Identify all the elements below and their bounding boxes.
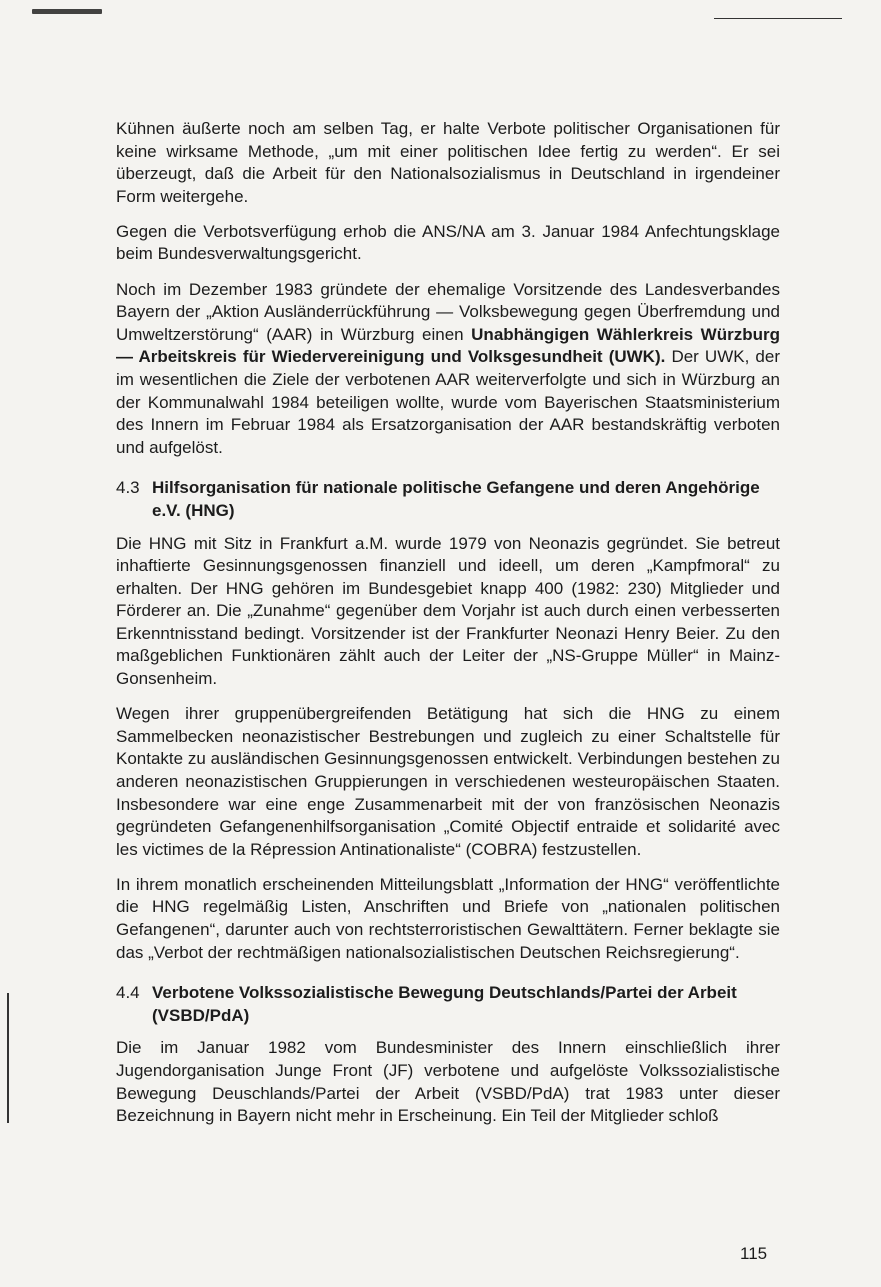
paragraph-vsbd-1: Die im Januar 1982 vom Bundesminister des Innern einschließlich ihrer Jugendorganisation Junge Front (JF) verbotene und aufgelöste Volkssozialistische Bewegung Deuschlands/Partei der Arbeit (VSBD/PdA) trat 1983 unter dieser Bezeichnung in Bayern nicht mehr in Erscheinung. Ein Teil der Mitglieder schloß xyxy=(116,1038,780,1126)
uwk-text-before: Noch im Dezember 1983 gründete der ehemalige Vorsitzende des Landesverbandes Bayern der „Aktion Ausländerrückführung — Volksbewegung gegen Überfremdung und Umweltzerstörung“ (AAR) in Würzburg einen xyxy=(116,279,780,344)
section-number: 4.4 xyxy=(116,983,140,1003)
section-title: Hilfsorganisation für nationale politische Gefangene und deren Angehörige e.V. (HNG) xyxy=(152,478,760,520)
scan-artifact-top-left xyxy=(32,9,102,14)
paragraph-kuehnen: Kühnen äußerte noch am selben Tag, er halte Verbote politischer Organisationen für keine wirksame Methode, „um mit einer politischen Idee fertig zu werden“. Er sei überzeugt, daß die Arbeit für den Nationalsozialismus in Deutschland in irgendeiner Form weitergehe. xyxy=(116,119,780,206)
uwk-bold-name: Unabhängigen Wählerkreis Würzburg — Arbeitskreis für Wiedervereinigung und Volksgesundheit (UWK). xyxy=(116,324,780,367)
paragraph-anfechtungsklage: Gegen die Verbotsverfügung erhob die ANS/NA am 3. Januar 1984 Anfechtungsklage beim Bundesverwaltungsgericht. xyxy=(116,221,780,264)
section-number: 4.3 xyxy=(116,478,140,498)
paragraph-hng-1: Die HNG mit Sitz in Frankfurt a.M. wurde 1979 von Neonazis gegründet. Sie betreut inhaftierte Gesinnungsgenossen finanziell und ideell, um deren „Kampfmoral“ zu erhalten. Der HNG gehören im Bundesgebiet knapp 400 (1982: 230) Mitglieder und Förderer an. Die „Zunahme“ gegenüber dem Vorjahr ist auch durch einen verbesserten Erkenntnisstand bedingt. Vorsitzender ist der Frankfurter Neonazi Henry Beier. Zu den maßgeblichen Funktionären zählt auch der Leiter der „NS-Gruppe Müller“ in Mainz-Gonsenheim. xyxy=(116,533,780,689)
page-number: 115 xyxy=(740,1244,768,1263)
uwk-text-after: Der UWK, der im wesentlichen die Ziele der verbotenen AAR weiterverfolgte und sich in Würzburg an der Kommunalwahl 1984 beteiligen wollte, wurde vom Bayerischen Staatsministerium des Innern im Februar 1984 als Ersatzorganisation der AAR bestandskräftig verboten und aufgelöst. xyxy=(116,347,780,457)
paragraph-uwk xyxy=(116,279,780,460)
section-heading-4-3 xyxy=(116,477,780,522)
section-title: Verbotene Volkssozialistische Bewegung Deutschlands/Partei der Arbeit (VSBD/PdA) xyxy=(152,983,737,1025)
scan-artifact-left-bar xyxy=(7,993,9,1123)
paragraph-hng-3: In ihrem monatlich erscheinenden Mitteilungsblatt „Information der HNG“ veröffentlichte die HNG regelmäßig Listen, Anschriften und Briefe von „nationalen politischen Gefangenen“, darunter auch von rechtsterroristischen Gewalttätern. Ferner beklagte sie das „Verbot der rechtmäßigen nationalsozialistischen Deutschen Reichsregierung“. xyxy=(116,874,780,962)
paragraph-hng-2: Wegen ihrer gruppenübergreifenden Betätigung hat sich die HNG zu einem Sammelbecken neonazistischer Bestrebungen und zugleich zu einer Schaltstelle für Kontakte zu ausländischen Gesinnungsgenossen entwickelt. Verbindungen bestehen zu anderen neonazistischen Gruppierungen in verschiedenen westeuropäischen Staaten. Insbesondere war eine enge Zusammenarbeit mit der von französischen Neonazis gegründeten Gefangenenhilfsorganisation „Comité Objectif entraide et solidarité avec les victimes de la Répression Antinationaliste“ (COBRA) festzustellen. xyxy=(116,704,780,859)
scan-artifact-top-right-line xyxy=(714,18,842,19)
document-body xyxy=(116,118,780,1140)
section-heading-4-4 xyxy=(116,982,780,1027)
